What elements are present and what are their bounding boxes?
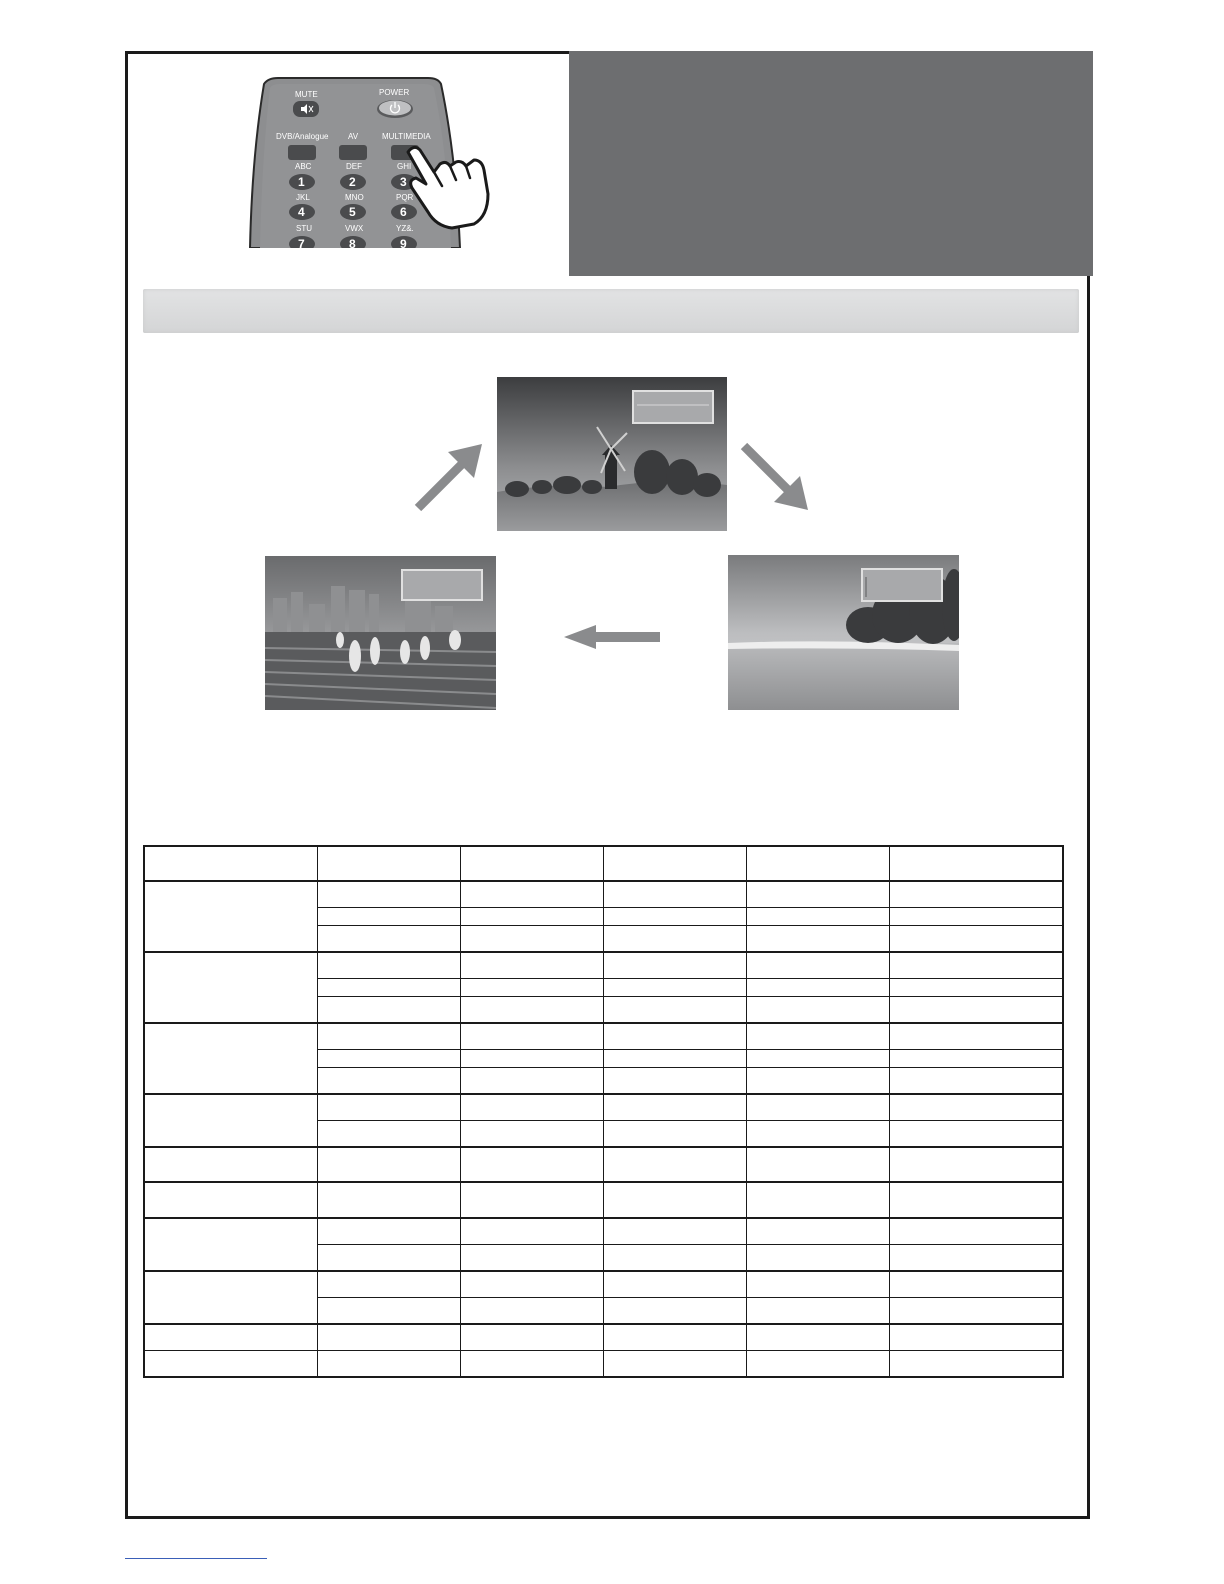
table-row xyxy=(144,1271,1063,1298)
mute-button[interactable] xyxy=(293,101,319,117)
arrow-left-icon xyxy=(564,623,662,651)
key-1-number: 1 xyxy=(298,175,305,189)
table-header-row xyxy=(144,846,1063,881)
remote-control xyxy=(238,76,498,248)
key-1-button[interactable] xyxy=(289,174,315,190)
key-2-letters: DEF xyxy=(346,162,362,171)
key-5-button[interactable] xyxy=(340,204,366,220)
table-row xyxy=(144,1324,1063,1351)
section-title-band xyxy=(143,289,1079,333)
key-7-number: 7 xyxy=(298,237,305,248)
dvb-analogue-button[interactable] xyxy=(288,145,316,160)
power-label: POWER xyxy=(379,88,410,97)
key-9-letters: YZ&. xyxy=(396,224,414,233)
footer-link-underline xyxy=(125,1558,267,1559)
table-row xyxy=(144,881,1063,908)
key-6-letters: PQR xyxy=(396,193,414,202)
spec-table xyxy=(143,845,1064,1378)
header-panel xyxy=(569,51,1093,276)
table-row xyxy=(144,1147,1063,1182)
fountain-city-photo xyxy=(265,556,496,710)
key-3-number: 3 xyxy=(400,175,407,189)
key-2-button[interactable] xyxy=(340,174,366,190)
av-label: AV xyxy=(348,132,359,141)
key-2-number: 2 xyxy=(349,175,356,189)
arrow-up-right-icon xyxy=(412,440,486,514)
power-button[interactable] xyxy=(377,100,413,118)
beach-photo xyxy=(728,555,959,710)
windmill-photo xyxy=(497,377,727,531)
key-4-number: 4 xyxy=(298,205,305,219)
arrow-down-right-icon xyxy=(738,440,812,514)
key-8-number: 8 xyxy=(349,237,356,248)
key-5-letters: MNO xyxy=(345,193,364,202)
key-7-letters: STU xyxy=(296,224,312,233)
key-6-number: 6 xyxy=(400,205,407,219)
table-row xyxy=(144,1094,1063,1121)
av-button[interactable] xyxy=(339,145,367,160)
key-6-button[interactable] xyxy=(391,204,417,220)
table-row xyxy=(144,1350,1063,1377)
key-1-letters: ABC xyxy=(295,162,312,171)
table-row xyxy=(144,1023,1063,1050)
multimedia-label: MULTIMEDIA xyxy=(382,132,431,141)
key-4-button[interactable] xyxy=(289,204,315,220)
mute-label: MUTE xyxy=(295,90,318,99)
dvb-analogue-label: DVB/Analogue xyxy=(276,132,329,141)
key-3-letters: GHI xyxy=(397,162,412,171)
key-5-number: 5 xyxy=(349,205,356,219)
table-row xyxy=(144,1182,1063,1217)
table-row xyxy=(144,952,1063,979)
table-row xyxy=(144,1218,1063,1245)
key-4-letters: JKL xyxy=(296,193,310,202)
key-9-number: 9 xyxy=(400,237,407,248)
key-8-letters: VWX xyxy=(345,224,364,233)
